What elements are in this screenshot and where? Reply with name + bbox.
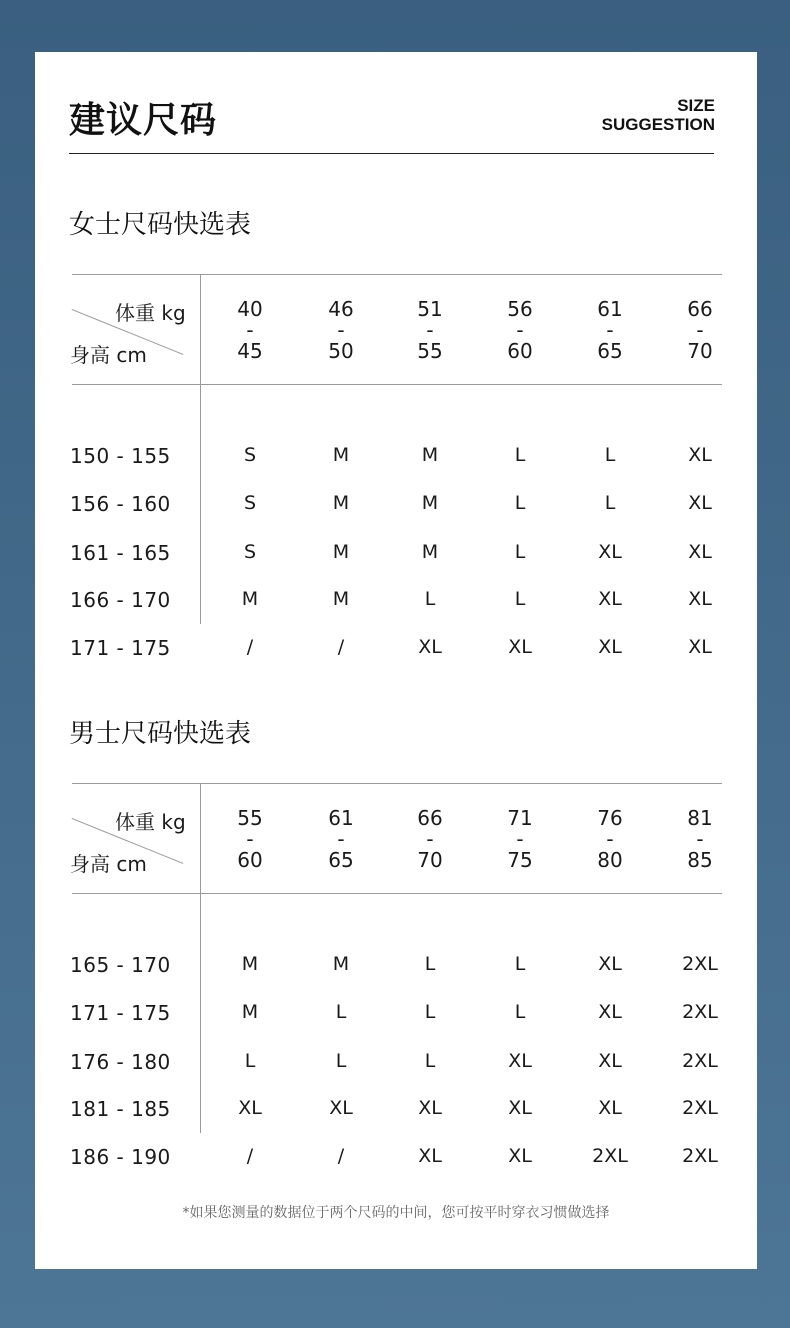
size-cell: L bbox=[424, 1050, 436, 1072]
page-title: 建议尺码 bbox=[69, 100, 218, 141]
table-top-border bbox=[72, 783, 722, 784]
size-cell: XL bbox=[508, 1097, 532, 1119]
weight-range-min: 56 bbox=[507, 297, 533, 321]
size-cell: XL bbox=[598, 588, 622, 610]
weight-range-max: 50 bbox=[328, 339, 354, 363]
size-cell: 2XL bbox=[682, 1001, 718, 1023]
size-cell: M bbox=[241, 953, 259, 975]
size-cell: XL bbox=[688, 588, 712, 610]
size-cell: XL bbox=[418, 636, 442, 658]
size-cell: M bbox=[421, 492, 439, 514]
weight-range-max: 75 bbox=[507, 848, 533, 872]
size-cell: M bbox=[332, 444, 350, 466]
size-cell: XL bbox=[598, 953, 622, 975]
size-cell: L bbox=[604, 492, 616, 514]
height-range-label: 165 - 170 bbox=[70, 953, 171, 977]
table-column-divider bbox=[200, 274, 201, 624]
height-range-label: 176 - 180 bbox=[70, 1050, 171, 1074]
weight-range-header bbox=[400, 299, 460, 362]
weight-range-separator: - bbox=[606, 318, 614, 342]
height-range-label: 156 - 160 bbox=[70, 492, 171, 516]
weight-range-separator: - bbox=[426, 318, 434, 342]
size-cell: / bbox=[337, 1145, 345, 1167]
weight-range-max: 85 bbox=[687, 848, 713, 872]
size-cell: XL bbox=[508, 636, 532, 658]
size-cell: 2XL bbox=[592, 1145, 628, 1167]
table-title: 女士尺码快选表 bbox=[69, 210, 252, 240]
weight-range-min: 40 bbox=[237, 297, 263, 321]
weight-range-max: 70 bbox=[687, 339, 713, 363]
size-cell: L bbox=[424, 588, 436, 610]
height-range-label: 186 - 190 bbox=[70, 1145, 171, 1169]
footer-note: *如果您测量的数据位于两个尺码的中间，您可按平时穿衣习惯做选择 bbox=[182, 1205, 610, 1221]
size-cell: L bbox=[335, 1001, 347, 1023]
weight-range-min: 66 bbox=[687, 297, 713, 321]
size-cell: L bbox=[514, 444, 526, 466]
weight-range-max: 60 bbox=[507, 339, 533, 363]
height-range-label: 161 - 165 bbox=[70, 541, 171, 565]
weight-range-separator: - bbox=[516, 318, 524, 342]
size-cell: L bbox=[514, 1001, 526, 1023]
size-cell: XL bbox=[688, 541, 712, 563]
weight-range-max: 65 bbox=[328, 848, 354, 872]
size-cell: 2XL bbox=[682, 1050, 718, 1072]
weight-range-separator: - bbox=[696, 318, 704, 342]
corner-weight-label: 体重 kg bbox=[115, 810, 186, 834]
table-column-divider bbox=[200, 783, 201, 1133]
size-cell: M bbox=[421, 541, 439, 563]
size-cell: L bbox=[604, 444, 616, 466]
size-cell: L bbox=[335, 1050, 347, 1072]
weight-range-header bbox=[490, 808, 550, 871]
size-cell: XL bbox=[598, 1097, 622, 1119]
weight-range-separator: - bbox=[696, 827, 704, 851]
table-top-border bbox=[72, 274, 722, 275]
weight-range-min: 51 bbox=[417, 297, 443, 321]
table-header-border bbox=[72, 384, 722, 385]
size-cell: S bbox=[243, 444, 257, 466]
height-range-label: 181 - 185 bbox=[70, 1097, 171, 1121]
size-cell: / bbox=[337, 636, 345, 658]
size-cell: XL bbox=[688, 636, 712, 658]
height-range-label: 166 - 170 bbox=[70, 588, 171, 612]
size-cell: M bbox=[241, 1001, 259, 1023]
size-cell: M bbox=[421, 444, 439, 466]
size-table bbox=[70, 274, 722, 660]
subtitle-line-1: SIZE bbox=[677, 96, 715, 115]
size-cell: L bbox=[424, 1001, 436, 1023]
size-cell: XL bbox=[598, 1001, 622, 1023]
weight-range-max: 60 bbox=[237, 848, 263, 872]
size-cell: L bbox=[514, 492, 526, 514]
weight-range-header bbox=[580, 299, 640, 362]
weight-range-min: 76 bbox=[597, 806, 623, 830]
size-cell: S bbox=[243, 492, 257, 514]
corner-weight-label: 体重 kg bbox=[115, 301, 186, 325]
size-cell: XL bbox=[238, 1097, 262, 1119]
weight-range-header bbox=[670, 299, 730, 362]
size-cell: XL bbox=[508, 1145, 532, 1167]
size-cell: L bbox=[514, 588, 526, 610]
size-cell: XL bbox=[688, 492, 712, 514]
weight-range-max: 55 bbox=[417, 339, 443, 363]
weight-range-max: 80 bbox=[597, 848, 623, 872]
size-cell: XL bbox=[598, 1050, 622, 1072]
size-cell: L bbox=[514, 953, 526, 975]
weight-range-separator: - bbox=[246, 318, 254, 342]
weight-range-separator: - bbox=[246, 827, 254, 851]
size-cell: XL bbox=[329, 1097, 353, 1119]
size-cell: M bbox=[332, 541, 350, 563]
size-cell: XL bbox=[508, 1050, 532, 1072]
size-cell: / bbox=[246, 1145, 254, 1167]
weight-range-separator: - bbox=[606, 827, 614, 851]
size-cell: L bbox=[514, 541, 526, 563]
weight-range-min: 71 bbox=[507, 806, 533, 830]
weight-range-header bbox=[220, 299, 280, 362]
height-range-label: 150 - 155 bbox=[70, 444, 171, 468]
table-title: 男士尺码快选表 bbox=[69, 719, 252, 749]
weight-range-min: 46 bbox=[328, 297, 354, 321]
weight-range-header bbox=[670, 808, 730, 871]
weight-range-max: 65 bbox=[597, 339, 623, 363]
weight-range-separator: - bbox=[337, 318, 345, 342]
weight-range-header bbox=[311, 299, 371, 362]
size-cell: XL bbox=[598, 636, 622, 658]
size-cell: L bbox=[244, 1050, 256, 1072]
weight-range-separator: - bbox=[516, 827, 524, 851]
height-range-label: 171 - 175 bbox=[70, 636, 171, 660]
weight-range-header bbox=[311, 808, 371, 871]
weight-range-header bbox=[580, 808, 640, 871]
size-cell: M bbox=[241, 588, 259, 610]
subtitle-line-2: SUGGESTION bbox=[601, 115, 715, 134]
weight-range-min: 61 bbox=[597, 297, 623, 321]
size-cell: M bbox=[332, 588, 350, 610]
size-card bbox=[35, 52, 757, 1269]
size-cell: L bbox=[424, 953, 436, 975]
size-cell: 2XL bbox=[682, 1097, 718, 1119]
page-subtitle bbox=[602, 96, 715, 134]
corner-height-label: 身高 cm bbox=[70, 852, 147, 876]
weight-range-min: 61 bbox=[328, 806, 354, 830]
corner-height-label: 身高 cm bbox=[70, 343, 147, 367]
size-cell: XL bbox=[598, 541, 622, 563]
size-cell: S bbox=[243, 541, 257, 563]
size-table bbox=[70, 783, 722, 1169]
weight-range-min: 66 bbox=[417, 806, 443, 830]
height-range-label: 171 - 175 bbox=[70, 1001, 171, 1025]
size-cell: / bbox=[246, 636, 254, 658]
size-cell: XL bbox=[418, 1097, 442, 1119]
weight-range-min: 81 bbox=[687, 806, 713, 830]
weight-range-min: 55 bbox=[237, 806, 263, 830]
weight-range-header bbox=[490, 299, 550, 362]
size-cell: 2XL bbox=[682, 953, 718, 975]
size-cell: M bbox=[332, 492, 350, 514]
weight-range-max: 70 bbox=[417, 848, 443, 872]
weight-range-max: 45 bbox=[237, 339, 263, 363]
weight-range-separator: - bbox=[337, 827, 345, 851]
weight-range-header bbox=[400, 808, 460, 871]
header-divider bbox=[69, 153, 714, 154]
weight-range-separator: - bbox=[426, 827, 434, 851]
size-cell: XL bbox=[418, 1145, 442, 1167]
size-cell: XL bbox=[688, 444, 712, 466]
table-header-border bbox=[72, 893, 722, 894]
size-cell: 2XL bbox=[682, 1145, 718, 1167]
weight-range-header bbox=[220, 808, 280, 871]
size-cell: M bbox=[332, 953, 350, 975]
